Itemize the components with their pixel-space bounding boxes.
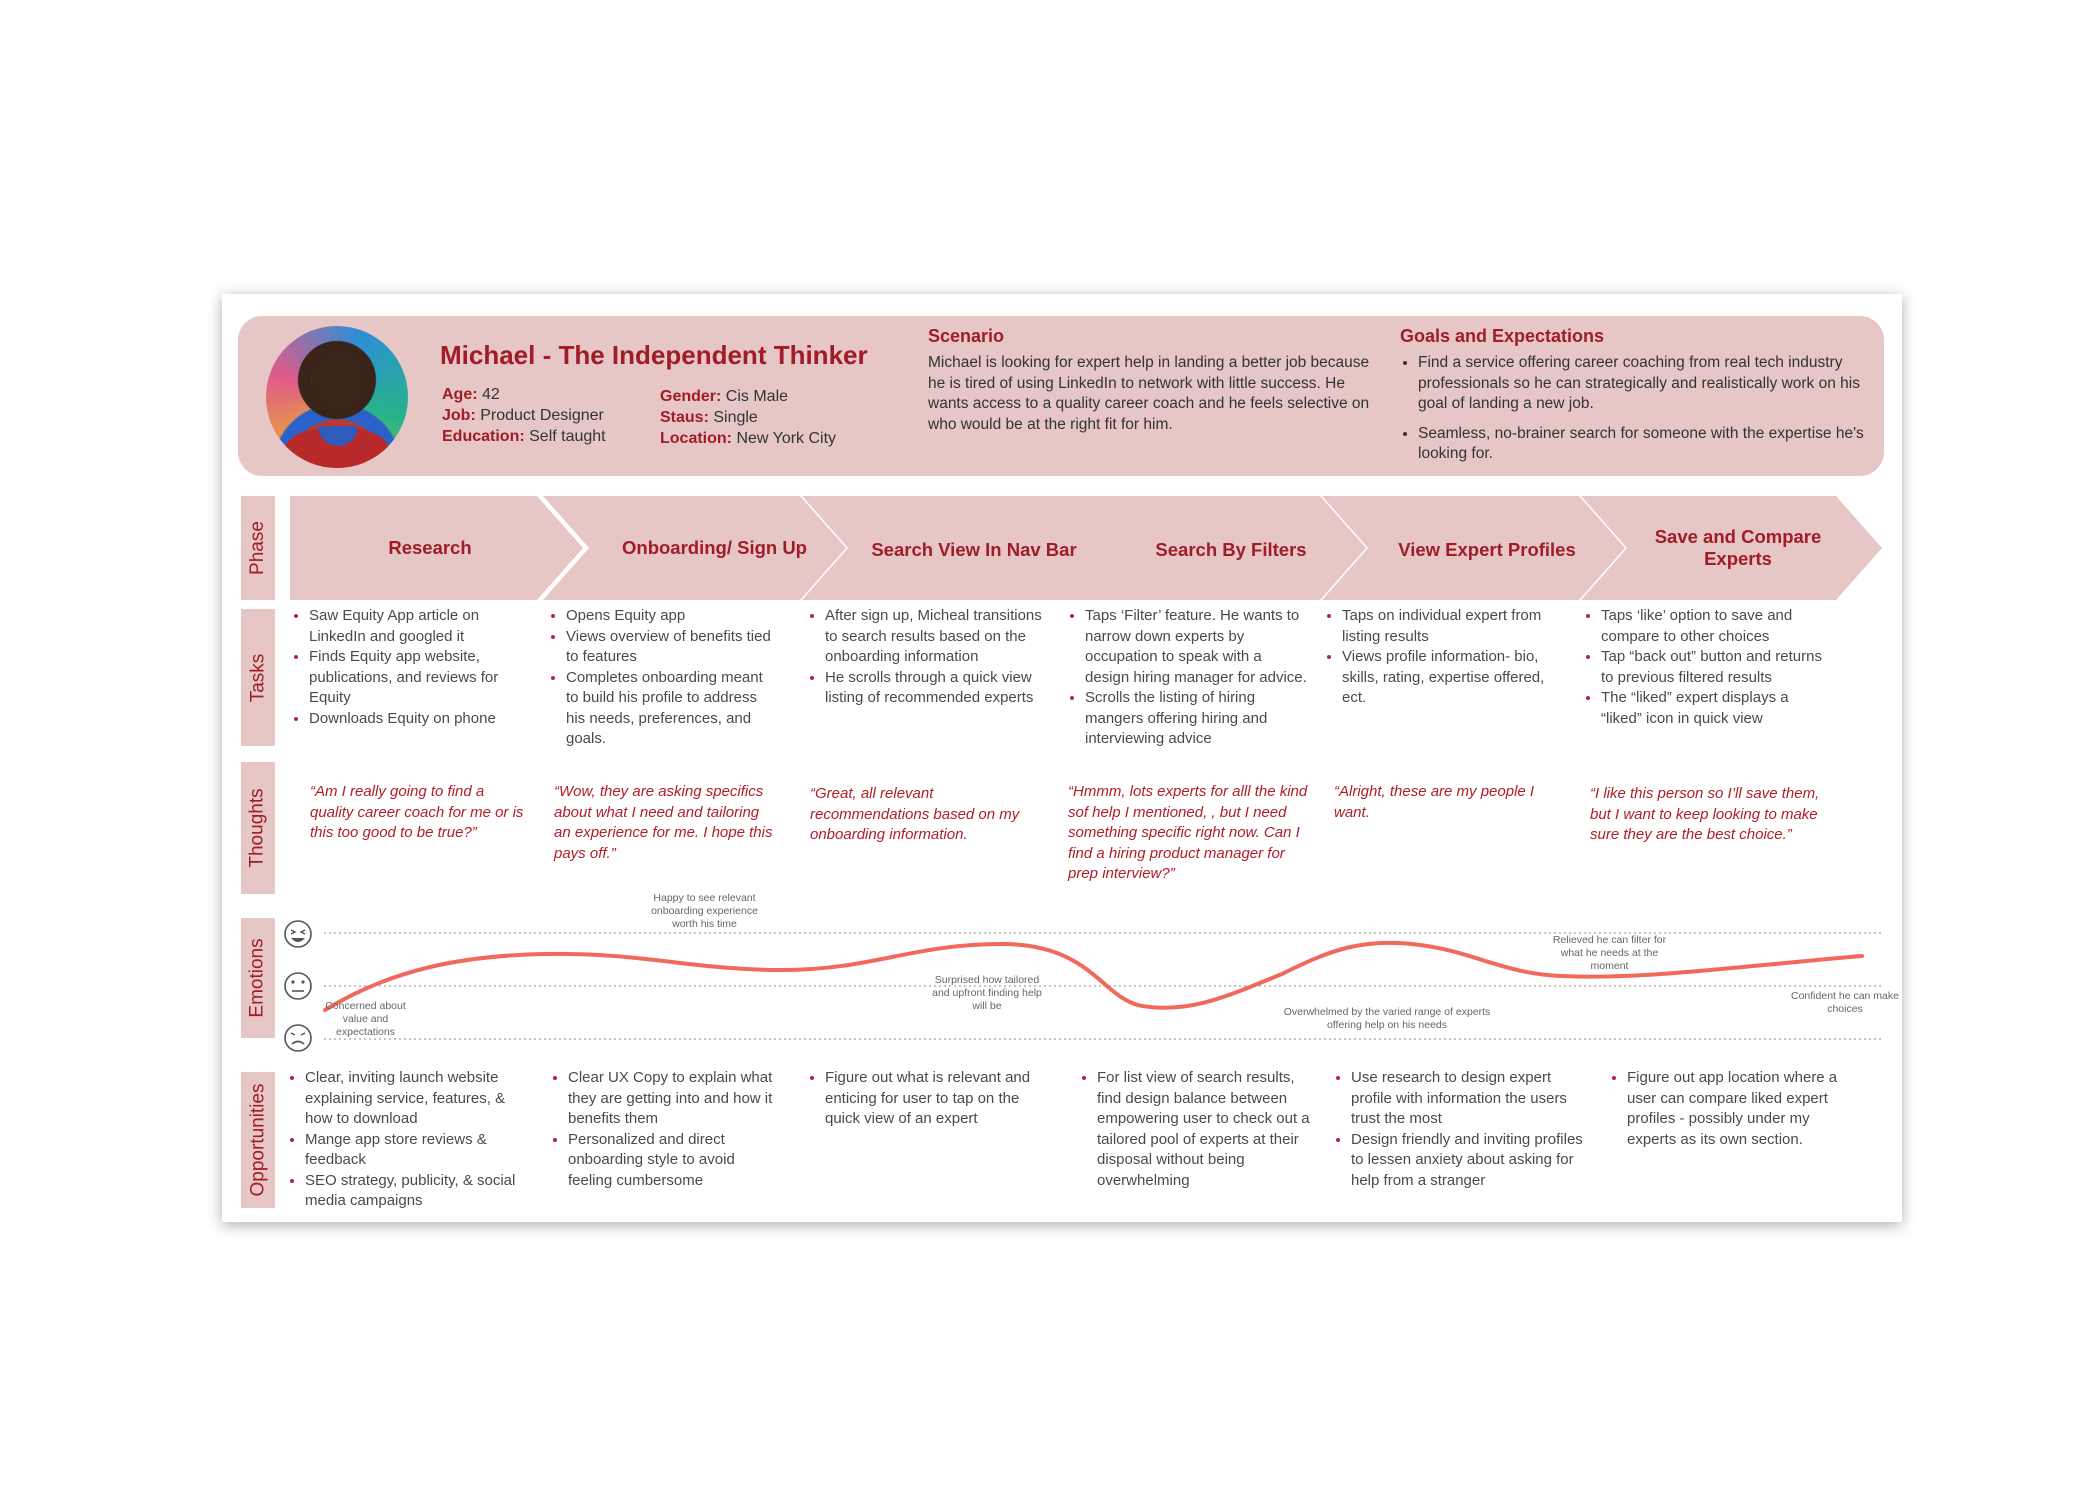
opportunity-item: • For list view of search results, find design balance between empowering user to check out a tailored pool of experts at their disposal without being overwhelming [1097,1068,1320,1191]
thought-save-compare: “I like this person so I’ll save them, but I want to keep looking to make sure they are the best choice.” [1590,785,1820,843]
thought-search-filters: “Hmmm, lots experts for alll the kind sof help I mentioned, , but I need something specific right now. Can I find a hiring product manager for prep interview?” [1068,783,1308,882]
emotion-note: Confident he can make choices [1791,990,1899,1015]
phase-save-compare: Save and Compare Experts [1654,526,1822,569]
opportunities-onboarding [551,1068,781,1191]
thought-research: “Am I really going to find a quality career coach for me or is this too good to be true?” [310,783,524,841]
neutral-face-icon [285,973,311,999]
opportunity-item: • Figure out what is relevant and enticing for user to tap on the quick view of an expert [825,1068,1038,1130]
opportunity-item: • Clear, inviting launch website explaining service, features, & how to download [305,1068,528,1130]
task-item: • Opens Equity app [566,606,779,627]
task-item: • Taps ‘Filter’ feature. He wants to narrow down experts by occupation to speak with a design hiring manager for advice. [1085,606,1308,688]
persona-age: Age: 42 [442,386,500,403]
goal-item: • Find a service offering career coaching from real tech industry professionals so he can strategically and realistically work on his goal of landing a new job. [1418,353,1880,415]
opportunities-save-compare [1610,1068,1840,1150]
phase-search-filters: Search By Filters [1155,539,1307,560]
task-item: • Views overview of benefits tied to features [566,627,779,668]
phase-research: Research [388,537,472,558]
task-item: • He scrolls through a quick view listing of recommended experts [825,668,1043,709]
task-item: • Completes onboarding meant to build his profile to address his needs, preferences, and goals. [566,668,779,750]
persona-gender: Gender: Cis Male [660,388,789,405]
task-item: • Downloads Equity on phone [309,709,522,730]
thought-search-view: “Great, all relevant recommendations based on my onboarding information. [810,785,1020,843]
task-item: • Finds Equity app website, publications, and reviews for Equity [309,647,522,709]
journey-map-card [222,294,1902,1222]
task-item: • Views profile information- bio, skills, rating, expertise offered, ect. [1342,647,1555,709]
sad-face-icon [285,1025,311,1051]
task-item: • Taps on individual expert from listing results [1342,606,1555,647]
phase-onboarding: Onboarding/ Sign Up [622,537,807,558]
row-label-thoughts: Thoughts [241,762,275,894]
phase-search-view: Search View In Nav Bar [871,539,1077,560]
task-item: • Taps ‘like’ option to save and compare to other choices [1601,606,1824,647]
emotion-note: Relieved he can filter for what he needs at the moment [1552,934,1667,972]
scenario-text: Michael is looking for expert help in landing a better job because he is tired of using LinkedIn to network with little success. He wants access to a quality career coach and he feels selective on who would be at the right fit for him. [928,354,1370,433]
task-item: • The “liked” expert displays a “liked” icon in quick view [1601,688,1824,729]
persona-education: Education: Self taught [442,428,606,445]
task-item: • Scrolls the listing of hiring mangers offering hiring and interviewing advice [1085,688,1308,750]
opportunity-item: • Personalized and direct onboarding style to avoid feeling cumbersome [568,1130,781,1192]
goal-item: • Seamless, no-brainer search for someone with the expertise he's looking for. [1418,424,1880,465]
opportunity-item: • Design friendly and inviting profiles to lessen anxiety about asking for help from a stranger [1351,1130,1589,1192]
opportunities-search-filters [1080,1068,1320,1191]
emotion-note: Surprised how tailored and upfront finding help will be [932,974,1042,1012]
opportunity-item: • Use research to design expert profile with information the users trust the most [1351,1068,1589,1130]
phase-view-profiles: View Expert Profiles [1398,539,1576,560]
opportunities-view-profiles [1334,1068,1589,1191]
emotion-note: Overwhelmed by the varied range of experts offering help on his needs [1283,1006,1491,1031]
thought-view-profiles: “Alright, these are my people I want. [1334,783,1535,821]
persona-job: Job: Product Designer [442,407,604,424]
row-label-opportunities: Opportunities [241,1072,275,1208]
persona-location: Location: New York City [660,430,837,447]
row-label-emotions: Emotions [241,918,275,1038]
persona-status: Staus: Single [660,409,758,426]
scenario-title: Scenario [928,326,1005,346]
opportunity-item: • Figure out app location where a user can compare liked expert profiles - possibly under my experts as its own section. [1627,1068,1840,1150]
emotion-note: Happy to see relevant onboarding experience worth his time [651,892,758,930]
task-item: • Saw Equity App article on LinkedIn and googled it [309,606,522,647]
opportunity-item: • Clear UX Copy to explain what they are getting into and how it benefits them [568,1068,781,1130]
emotion-graph [222,294,1902,1094]
goals-title: Goals and Expectations [1400,326,1605,346]
opportunity-item: • Mange app store reviews & feedback [305,1130,528,1171]
opportunities-research [288,1068,528,1212]
persona-name: Michael - The Independent Thinker [440,340,868,370]
emotion-note: Concerned about value and expectations [325,1000,406,1038]
row-label-tasks: Tasks [241,609,275,746]
laughing-face-icon [285,921,311,947]
row-label-phase: Phase [241,496,275,600]
thought-onboarding: “Wow, they are asking specifics about what I need and tailoring an experience for me. I hope this pays off.” [554,783,773,862]
opportunities-search-view [808,1068,1038,1130]
task-item: • Tap “back out” button and returns to previous filtered results [1601,647,1824,688]
opportunity-item: • SEO strategy, publicity, & social media campaigns [305,1171,528,1212]
task-item: • After sign up, Micheal transitions to search results based on the onboarding information [825,606,1043,668]
